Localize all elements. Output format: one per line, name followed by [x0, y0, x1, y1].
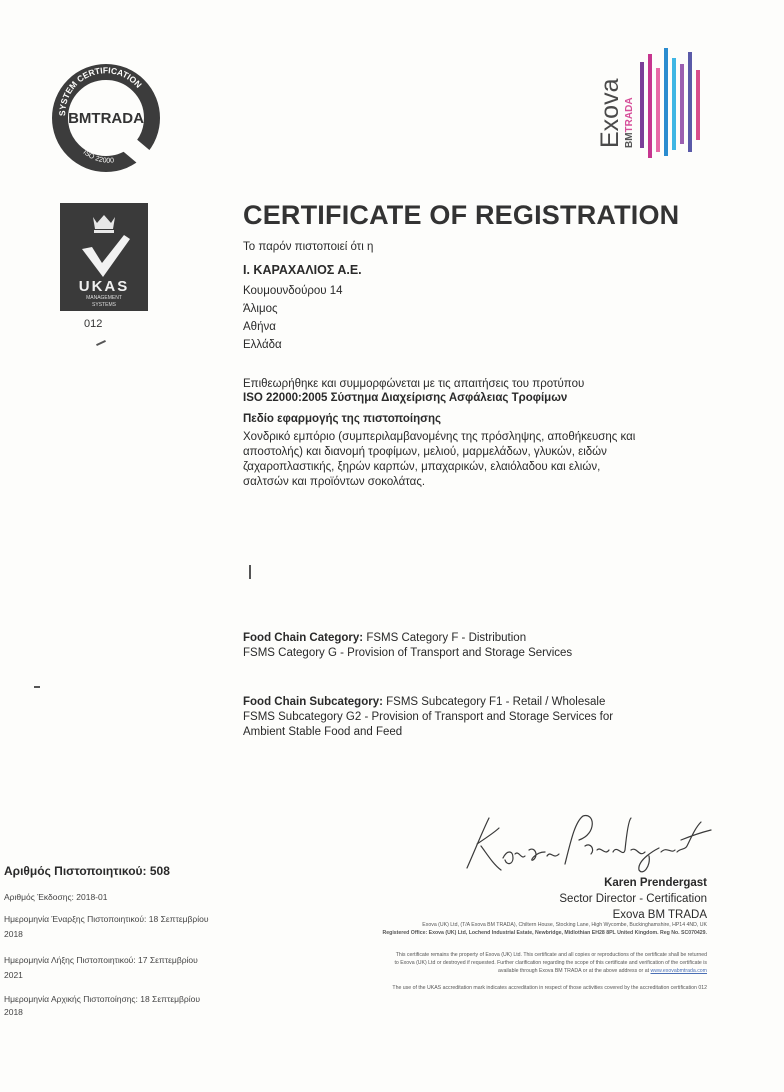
- website-link[interactable]: www.exovabmtrada.com: [650, 968, 707, 974]
- signatory-organisation: Exova BM TRADA: [612, 909, 707, 921]
- address-line: Άλιμος: [243, 303, 278, 315]
- scan-speck: [249, 565, 251, 579]
- footer-property-3-text: available through Exova BM TRADA or at the above address or at: [498, 968, 650, 974]
- seal-top-text: SYSTEM CERTIFICATION: [57, 65, 144, 117]
- ukas-accreditation-logo: [60, 203, 148, 311]
- svg-text:BMTRADA: [624, 97, 635, 148]
- food-chain-subcategory: [243, 695, 605, 710]
- food-chain-category-2: FSMS Category G - Provision of Transport and Storage Services: [243, 647, 573, 659]
- scope-heading: Πεδίο εφαρμογής της πιστοποίησης: [243, 413, 441, 425]
- footer-property-2: to Exova (UK) Ltd or destroyed if requested. Further clarification regarding the scope of this certificate and verification of the certificate is: [394, 960, 707, 966]
- scope-line: Χονδρικό εμπόριο (συμπεριλαμβανομένης της πρόσληψης, αποθήκευσης και: [243, 431, 636, 443]
- expiry-date-label: Ημερομηνία Λήξης Πιστοποιητικού: 17 Σεπτεμβρίου: [4, 955, 198, 965]
- exova-trada: TRADA: [624, 97, 635, 133]
- food-chain-subcategory-3: Ambient Stable Food and Feed: [243, 726, 403, 738]
- address-line: Ελλάδα: [243, 339, 282, 351]
- food-chain-subcategory-2: FSMS Subcategory G2 - Provision of Transport and Storage Services for: [243, 711, 614, 723]
- ukas-name: UKAS: [78, 278, 130, 295]
- food-chain-category-label: Food Chain Category:: [243, 632, 364, 644]
- footer-address-2: Registered Office: Exova (UK) Ltd, Lochend Industrial Estate, Newbridge, Midlothian EH28 8PL United Kingdom. Reg No. SC070429.: [382, 930, 707, 936]
- scan-speck: [96, 340, 106, 346]
- bmtrada-seal-logo: [50, 62, 162, 174]
- handwritten-signature: [455, 810, 715, 880]
- certificate-title: CERTIFICATE OF REGISTRATION: [243, 200, 680, 230]
- seal-bottom-text: ISO 22000: [81, 148, 115, 165]
- scope-line: σαλτσών και προϊόντων σοκολάτας.: [243, 476, 426, 488]
- exova-bmtrada-logo: [588, 48, 708, 160]
- food-chain-category-value: FSMS Category F - Distribution: [366, 632, 527, 644]
- start-date-label: Ημερομηνία Έναρξης Πιστοποιητικού: 18 Σεπτεμβρίου: [4, 914, 209, 924]
- scope-line: αποστολής) και διανομή τροφίμων, μελιού, μαρμελάδων, γλυκών, ειδών: [243, 446, 607, 458]
- footer-property-3: [498, 968, 707, 975]
- standard-statement: Επιθεωρήθηκε και συμμορφώνεται με τις απαιτήσεις του προτύπου: [243, 378, 585, 390]
- footer-address-1: Exova (UK) Ltd, (T/A Exova BM TRADA), Chiltern House, Stocking Lane, High Wycombe, Buckinghamshire, HP14 4ND, UK: [422, 922, 707, 928]
- certificate-number: Αριθμός Πιστοποιητικού: 508: [4, 864, 170, 878]
- ukas-code: 012: [84, 318, 103, 330]
- ukas-subtitle-1: MANAGEMENT: [86, 295, 122, 301]
- standard-name: ISO 22000:2005 Σύστημα Διαχείρισης Ασφάλειας Τροφίμων: [243, 392, 568, 404]
- exova-bm: BM: [624, 132, 635, 148]
- original-date-label: Ημερομηνία Αρχικής Πιστοποίησης: 18 Σεπτεμβρίου: [4, 994, 201, 1004]
- signatory-name: Karen Prendergast: [604, 877, 707, 889]
- ukas-subtitle-2: SYSTEMS: [92, 302, 116, 308]
- expiry-date-year: 2021: [4, 970, 23, 980]
- address-line: Κουμουνδούρου 14: [243, 285, 343, 297]
- original-date-year: 2018: [4, 1007, 23, 1017]
- intro-text: Το παρόν πιστοποιεί ότι η: [243, 241, 374, 253]
- issue-number: Αριθμός Έκδοσης: 2018-01: [4, 892, 108, 902]
- footer-property-1: This certificate remains the property of Exova (UK) Ltd. This certificate and all copies or reproductions of the certificate shall be returned: [395, 952, 707, 958]
- food-chain-category: [243, 631, 526, 646]
- footer-ukas-note: The use of the UKAS accreditation mark indicates accreditation in respect of those activities covered by the accreditation certification 012: [392, 985, 707, 991]
- exova-wordmark: Exova: [596, 78, 624, 148]
- crown-tick-icon: [60, 203, 148, 311]
- address-line: Αθήνα: [243, 321, 276, 333]
- company-name: Ι. ΚΑΡΑΧΑΛΙΟΣ Α.Ε.: [243, 263, 362, 277]
- start-date-year: 2018: [4, 929, 23, 939]
- scan-speck: [34, 686, 40, 688]
- scope-line: ζαχαροπλαστικής, ξηρών καρπών, μπαχαρικών, ελαιόλαδου και ελιών,: [243, 461, 601, 473]
- signatory-role: Sector Director - Certification: [559, 893, 707, 905]
- food-chain-subcategory-value: FSMS Subcategory F1 - Retail / Wholesale: [386, 696, 606, 708]
- seal-brand: BMTRADA: [68, 110, 144, 127]
- food-chain-subcategory-label: Food Chain Subcategory:: [243, 696, 383, 708]
